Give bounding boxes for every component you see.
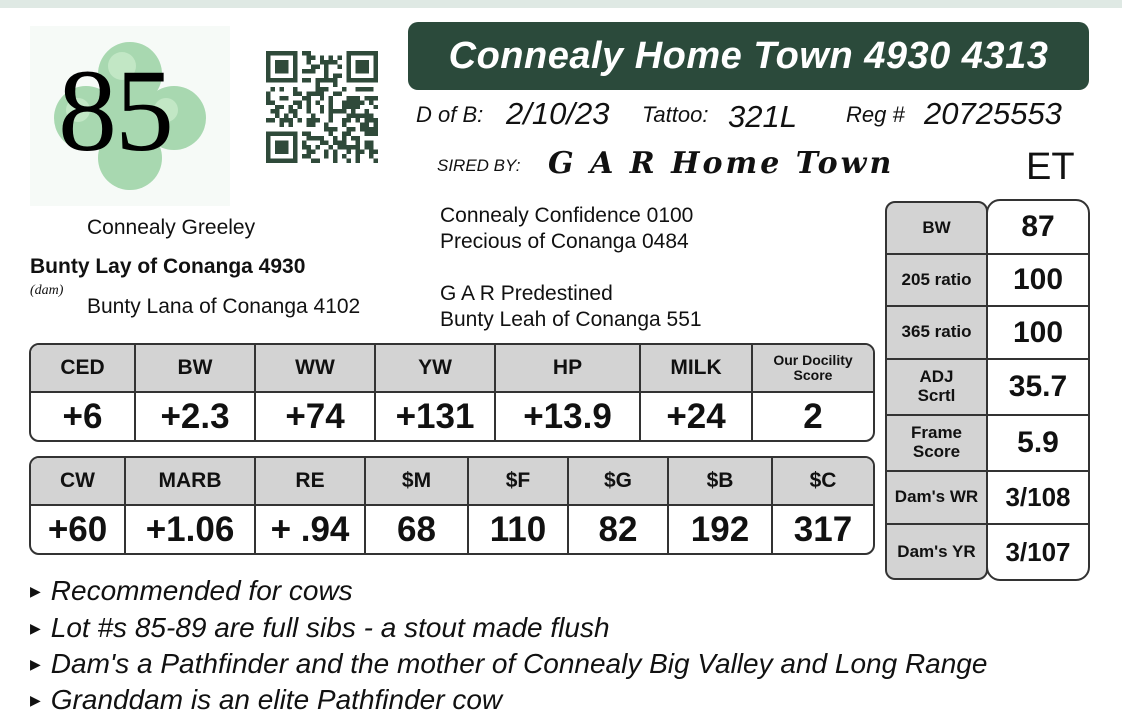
tattoo-label: Tattoo: [642,102,709,127]
reg-label: Reg # [846,102,905,127]
epd-value-c: 317 [793,509,853,549]
comment-item [30,684,502,716]
epd-value-g: 82 [569,506,669,553]
dam-name: Bunty Lay of Conanga 4930 [30,255,306,278]
epd-header-bw: BW [136,345,256,391]
epd-table-2-header [31,458,873,506]
dam-sire: Connealy Greeley [87,216,256,239]
epd-header-ww: WW [256,345,376,391]
dob-value: 2/10/23 [506,96,610,131]
epd-table-1-header [31,345,873,393]
triangle-bullet-icon: ▶ [30,691,41,708]
epd-header-g: $G [569,458,669,504]
epd-header-m: $M [366,458,469,504]
reg-value: 20725553 [924,96,1062,131]
comment-item [30,575,353,607]
epd-value-cw: +60 [31,506,126,553]
comment-item [30,648,987,680]
stat-label-205-ratio: 205 ratio [887,255,986,307]
sire-dam: Precious of Conanga 0484 [440,230,689,253]
epd-table-1 [29,343,875,442]
stat-value-adj-scrtl: 35.7 [988,360,1088,416]
comment-text: Recommended for cows [50,575,353,606]
stat-label-frame-score: Frame Score [887,416,986,472]
epd-header-re: RE [256,458,366,504]
epd-value-marb: +1.06 [126,506,256,553]
epd-value-bw: +2.3 [136,393,256,440]
epd-value-ww: +74 [256,393,376,440]
epd-header-c: $C [809,469,837,492]
epd-value-ced: +6 [31,393,136,440]
dam-granddam: Bunty Leah of Conanga 551 [440,308,702,331]
stat-label-365-ratio: 365 ratio [887,307,986,360]
epd-value-hp: +13.9 [496,393,641,440]
epd-value-m: 68 [366,506,469,553]
qr-code-icon [266,51,378,163]
dob-label: D of B: [416,102,484,127]
title-banner [408,22,1089,90]
epd-header-hp: HP [496,345,641,391]
stat-value-365-ratio: 100 [988,307,1088,360]
stat-label-bw: BW [887,203,986,255]
epd-table-1-values [31,393,873,440]
sired-by-label: SIRED BY: [437,156,521,175]
comment-text: Dam's a Pathfinder and the mother of Connealy Big Valley and Long Range [50,648,988,679]
comment-text: Granddam is an elite Pathfinder cow [50,684,503,715]
dam-grandsire: G A R Predestined [440,282,613,305]
epd-value-b: 192 [669,506,773,553]
epd-table-2 [29,456,875,555]
epd-header-f: $F [469,458,569,504]
triangle-bullet-icon: ▶ [30,619,41,636]
comment-text: Lot #s 85-89 are full sibs - a stout made flush [50,612,610,643]
top-accent-bar [0,0,1122,8]
stat-value-dams-yr: 3/107 [1005,536,1071,567]
epd-header-docility: Our Docility Score [773,352,853,383]
stat-label-adj-scrtl: ADJ Scrtl [887,360,986,416]
epd-header-b: $B [669,458,773,504]
triangle-bullet-icon: ▶ [30,582,41,599]
stat-value-bw: 87 [988,201,1088,255]
epd-header-milk: MILK [641,345,753,391]
stat-label-dams-yr: Dam's YR [897,542,976,562]
epd-header-ced: CED [31,345,136,391]
tattoo-value: 321L [728,99,797,134]
lot-number: 85 [58,45,172,176]
epd-table-2-values [31,506,873,553]
comment-item [30,612,610,644]
et-marker: ET [1026,146,1075,188]
epd-value-re: + .94 [256,506,366,553]
epd-value-docility: 2 [803,396,823,436]
sire-name: G A R Home Town [548,146,895,181]
dam-dam: Bunty Lana of Conanga 4102 [87,295,361,318]
epd-value-milk: +24 [641,393,753,440]
animal-name: Connealy Home Town 4930 4313 [448,34,1049,77]
epd-value-yw: +131 [376,393,496,440]
stat-value-frame-score: 5.9 [988,416,1088,472]
stat-label-dams-wr: Dam's WR [887,472,986,525]
epd-header-yw: YW [376,345,496,391]
dam-note: (dam) [30,283,64,298]
stat-value-dams-wr: 3/108 [988,472,1088,525]
sire-sire: Connealy Confidence 0100 [440,204,694,227]
epd-header-marb: MARB [126,458,256,504]
stats-values-column [986,199,1090,581]
epd-header-cw: CW [31,458,126,504]
stat-value-205-ratio: 100 [988,255,1088,307]
stats-labels-column [885,201,988,580]
epd-value-f: 110 [469,506,569,553]
triangle-bullet-icon: ▶ [30,655,41,672]
